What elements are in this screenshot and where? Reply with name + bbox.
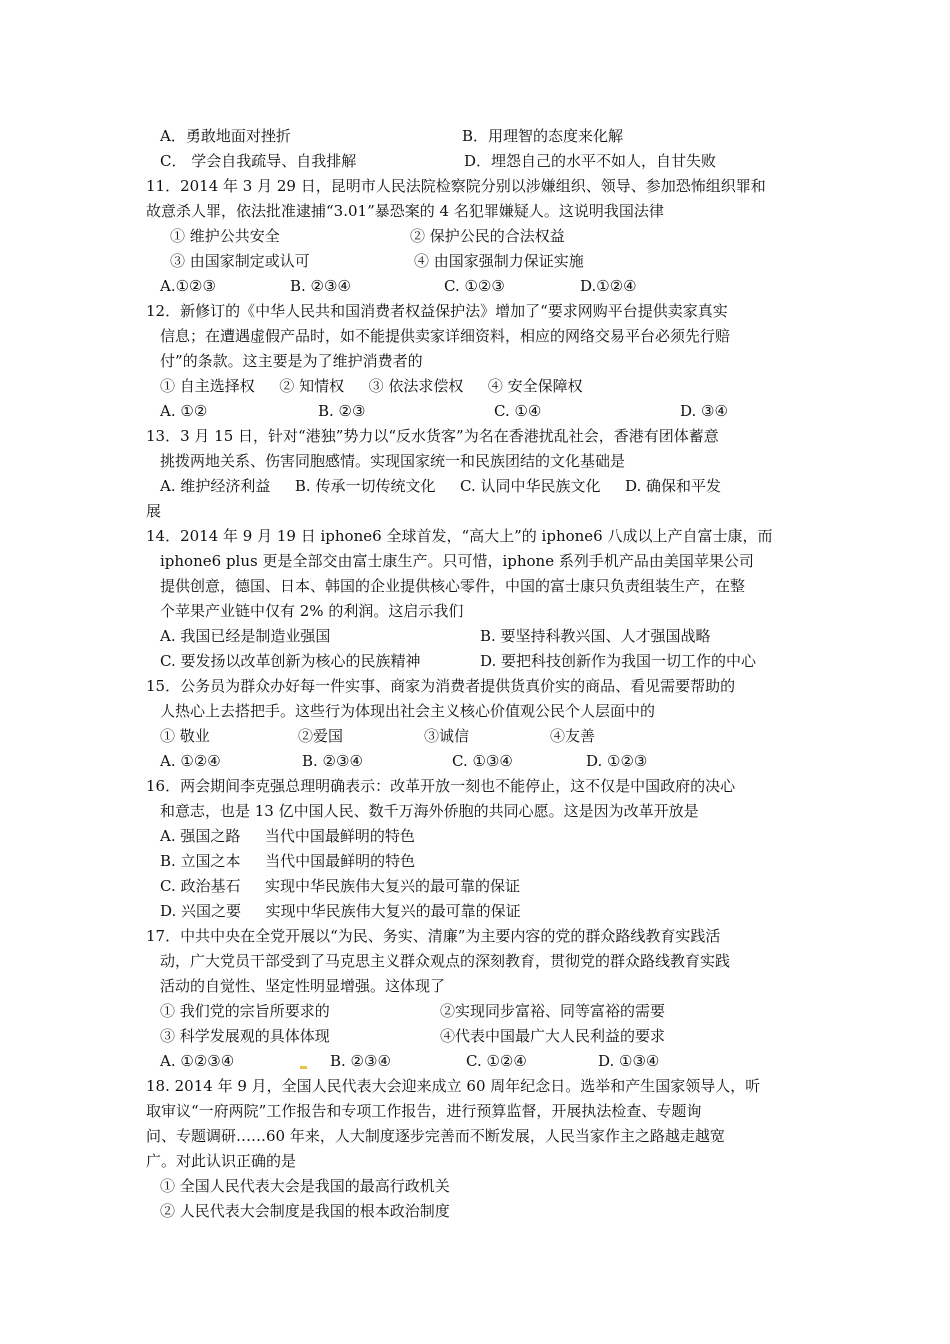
q15-option-a: A. ①②④ [160,752,221,770]
q15-item-4: ④友善 [550,727,596,745]
q11-stem-line1: 11．2014 年 3 月 29 日，昆明市人民法院检察院分别以涉嫌组织、领导、参加恐怖组织罪和 [146,177,766,195]
q18-stem-line4: 广。对此认识正确的是 [146,1152,297,1170]
q11-option-c: C. ①②③ [444,277,505,295]
q14-option-c: C. 要发扬以改革创新为核心的民族精神 [160,652,421,670]
q11-item-1: ① 维护公共安全 [170,227,280,245]
q14-option-a: A. 我国已经是制造业强国 [160,627,331,645]
q15-stem-line2: 人热心上去搭把手。这些行为体现出社会主义核心价值观公民个人层面中的 [160,702,656,720]
q16-option-c: C. 政治基石 实现中华民族伟大复兴的最可靠的保证 [160,877,521,895]
q15-item-1: ① 敬业 [160,727,210,745]
q15-option-d: D. ①②③ [586,752,648,770]
q16-option-d: D. 兴国之要 实现中华民族伟大复兴的最可靠的保证 [160,902,521,920]
q12-items: ① 自主选择权 ② 知情权 ③ 依法求偿权 ④ 安全保障权 [160,377,583,395]
q16-stem-line1: 16．两会期间李克强总理明确表示：改革开放一刻也不能停止，这不仅是中国政府的决心 [146,777,736,795]
q16-option-b: B. 立国之本 当代中国最鲜明的特色 [160,852,416,870]
highlight-marker [300,1066,307,1069]
q11-option-b: B. ②③④ [290,277,351,295]
q18-stem-line2: 取审议“一府两院”工作报告和专项工作报告，进行预算监督，开展执法检查、专题询 [146,1102,702,1120]
q17-option-d: D. ①③④ [598,1052,660,1070]
q17-option-a: A. ①②③④ [160,1052,235,1070]
q11-stem-line2: 故意杀人罪，依法批准逮捕“3.01”暴恐案的 4 名犯罪嫌疑人。这说明我国法律 [146,202,664,220]
q14-stem-line3: 提供创意，德国、日本、韩国的企业提供核心零件，中国的富士康只负责组装生产，在整 [160,577,746,595]
q13-stem-line1: 13．3 月 15 日，针对“港独”势力以“反水货客”为名在香港扰乱社会，香港有团体蓄意 [146,427,719,445]
q17-item-2: ②实现同步富裕、同等富裕的需要 [440,1002,666,1020]
q11-item-2: ② 保护公民的合法权益 [410,227,565,245]
q15-item-3: ③诚信 [424,727,470,745]
q15-option-b: B. ②③④ [302,752,363,770]
q17-option-c: C. ①②④ [466,1052,527,1070]
q10-option-c: C． 学会自我疏导、自我排解 [160,152,357,170]
q17-option-b: B. ②③④ [330,1052,391,1070]
q13-options: A. 维护经济利益 B. 传承一切传统文化 C. 认同中华民族文化 D. 确保和平发 [160,477,722,495]
q10-option-a: A．勇敢地面对挫折 [160,127,291,145]
q17-item-4: ④代表中国最广大人民利益的要求 [440,1027,666,1045]
q12-option-a: A. ①② [160,402,208,420]
q11-item-3: ③ 由国家制定或认可 [170,252,310,270]
q16-stem-line2: 和意志，也是 13 亿中国人民、数千万海外侨胞的共同心愿。这是因为改革开放是 [160,802,699,820]
q12-stem-line3: 付”的条款。这主要是为了维护消费者的 [160,352,423,370]
q11-option-d: D.①②④ [580,277,637,295]
q17-item-1: ① 我们党的宗旨所要求的 [160,1002,330,1020]
q16-option-a: A. 强国之路 当代中国最鲜明的特色 [160,827,415,845]
q12-option-c: C. ①④ [494,402,542,420]
q18-item-2: ② 人民代表大会制度是我国的根本政治制度 [160,1202,450,1220]
q15-item-2: ②爱国 [298,727,344,745]
q17-stem-line3: 活动的自觉性、坚定性明显增强。这体现了 [160,977,446,995]
q14-stem-line1: 14．2014 年 9 月 19 日 iphone6 全球首发，“高大上”的 iphone6 八成以上产自富士康，而 [146,527,773,545]
q11-item-4: ④ 由国家强制力保证实施 [414,252,584,270]
q17-item-3: ③ 科学发展观的具体体现 [160,1027,330,1045]
q10-option-d: D．埋怨自己的水平不如人，自甘失败 [464,152,717,170]
q17-stem-line1: 17．中共中央在全党开展以“为民、务实、清廉”为主要内容的党的群众路线教育实践活 [146,927,721,945]
q14-stem-line2: iphone6 plus 更是全部交由富士康生产。只可惜，iphone 系列手机产品由美国苹果公司 [160,552,754,570]
q12-option-d: D. ③④ [680,402,728,420]
q18-item-1: ① 全国人民代表大会是我国的最高行政机关 [160,1177,450,1195]
q15-stem-line1: 15．公务员为群众办好每一件实事、商家为消费者提供货真价实的商品、看见需要帮助的 [146,677,736,695]
q12-stem-line1: 12．新修订的《中华人民共和国消费者权益保护法》增加了“要求网购平台提供卖家真实 [146,302,728,320]
q15-option-c: C. ①③④ [452,752,513,770]
q18-stem-line1: 18. 2014 年 9 月，全国人民代表大会迎来成立 60 周年纪念日。选举和产生国家领导人，听 [146,1077,761,1095]
q12-stem-line2: 信息；在遭遇虚假产品时，如不能提供卖家详细资料，相应的网络交易平台必须先行赔 [160,327,731,345]
q14-stem-line4: 个苹果产业链中仅有 2% 的利润。这启示我们 [160,602,464,620]
q13-stem-line2: 挑拨两地关系、伤害同胞感情。实现国家统一和民族团结的文化基础是 [160,452,626,470]
q18-stem-line3: 问、专题调研……60 年来，人大制度逐步完善而不断发展，人民当家作主之路越走越宽 [146,1127,725,1145]
q10-option-b: B．用理智的态度来化解 [462,127,624,145]
q17-stem-line2: 动，广大党员干部受到了马克思主义群众观点的深刻教育，贯彻党的群众路线教育实践 [160,952,731,970]
q14-option-b: B. 要坚持科教兴国、人才强国战略 [480,627,711,645]
q14-option-d: D. 要把科技创新作为我国一切工作的中心 [480,652,757,670]
q12-option-b: B. ②③ [318,402,366,420]
q13-options-wrap: 展 [146,502,162,520]
q11-option-a: A.①②③ [160,277,216,295]
